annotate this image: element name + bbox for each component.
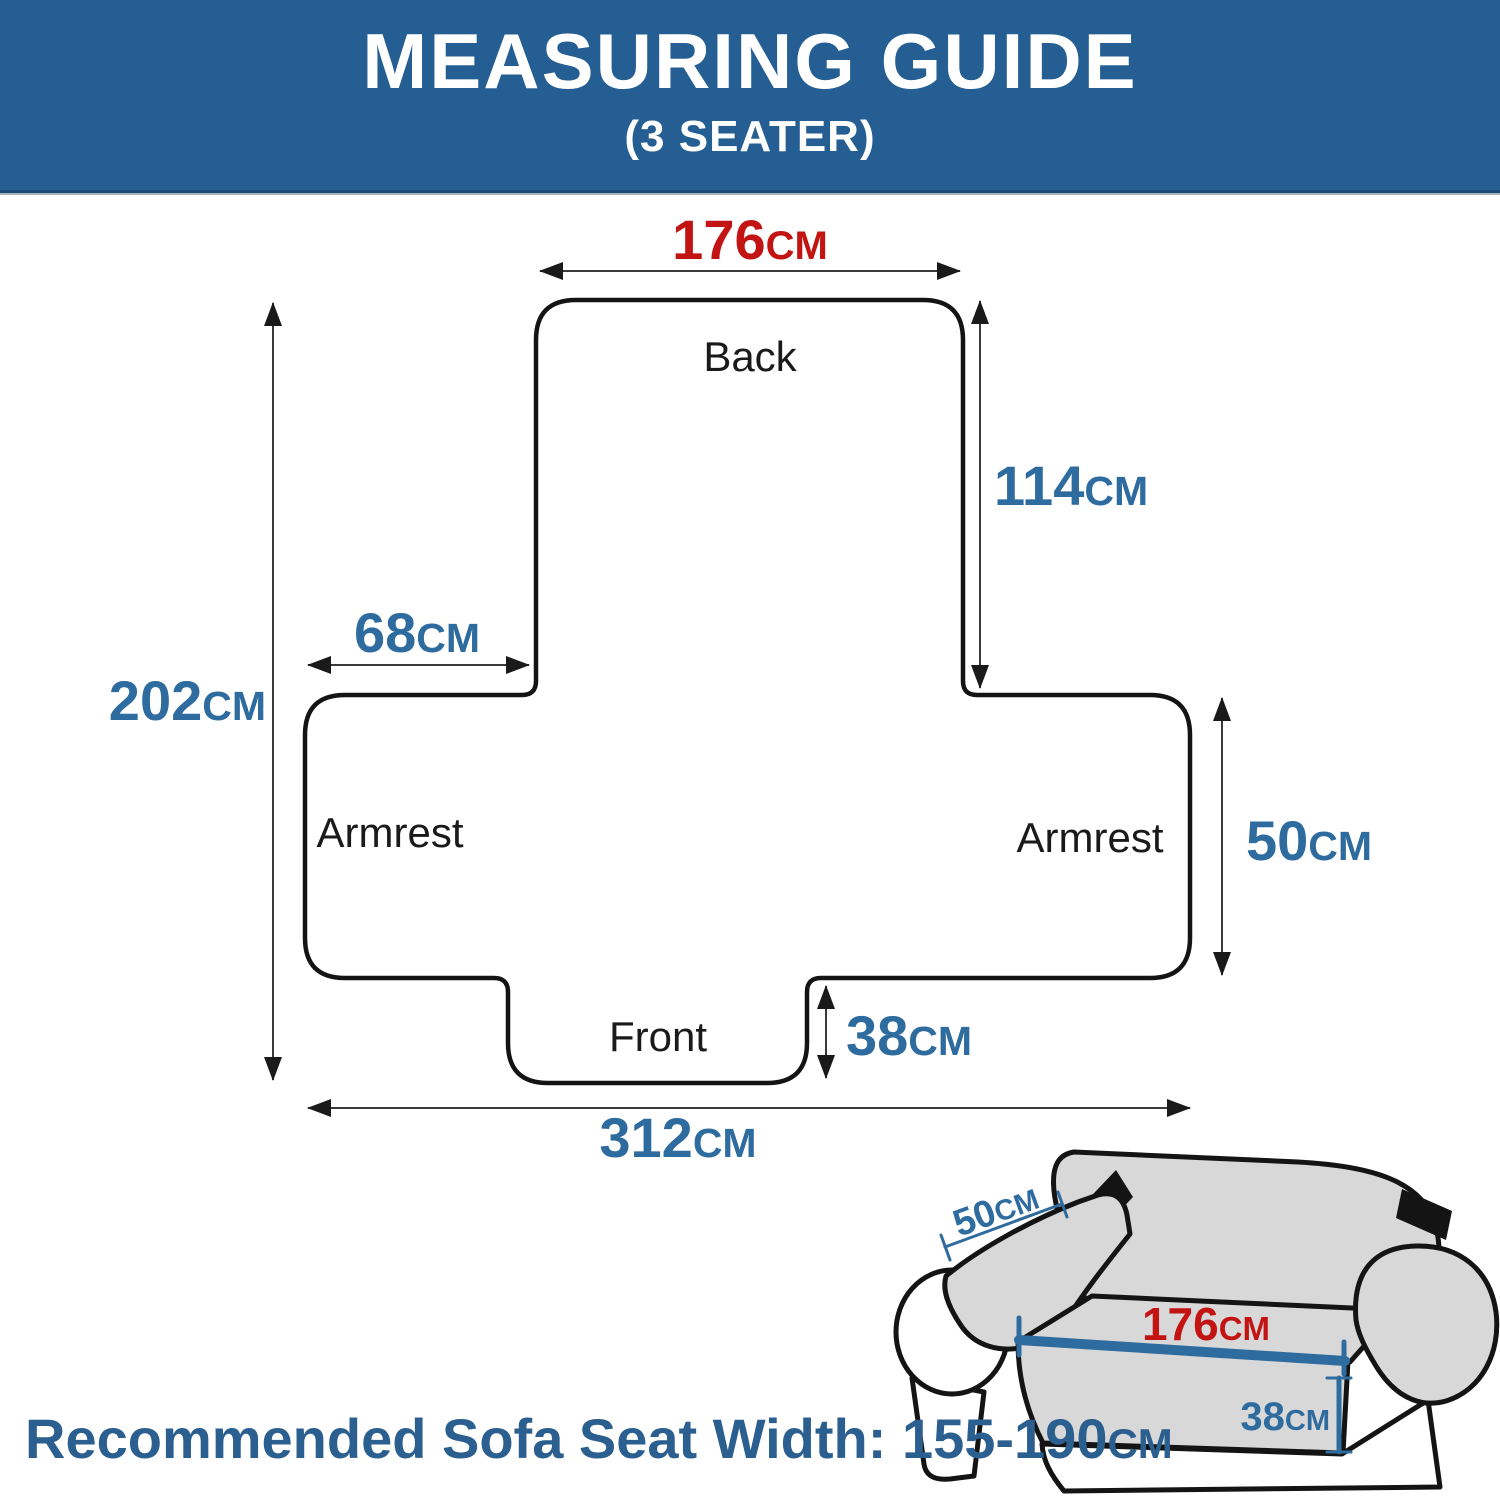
sofa-armrest-depth-unit: CM bbox=[990, 1183, 1044, 1230]
dimension-total-height bbox=[109, 303, 273, 1080]
sofa-seat-width-value: 176 bbox=[1141, 1298, 1219, 1350]
armrest-width-unit: CM bbox=[416, 615, 481, 661]
page-title: MEASURING GUIDE bbox=[362, 17, 1138, 105]
label-armrest-left: Armrest bbox=[316, 809, 464, 856]
top-width-value: 176 bbox=[672, 208, 766, 271]
front-height-unit: CM bbox=[908, 1018, 973, 1064]
label-front: Front bbox=[608, 1013, 708, 1060]
sofa-armrest-depth-value: 50 bbox=[947, 1191, 1002, 1246]
total-height-value: 202 bbox=[108, 669, 203, 732]
recommendation-unit: CM bbox=[1107, 1420, 1173, 1467]
svg-text:312CM bbox=[599, 1106, 756, 1169]
page-subtitle: (3 SEATER) bbox=[624, 112, 876, 161]
sofa-front-drop-value: 38 bbox=[1240, 1395, 1285, 1439]
label-armrest-right: Armrest bbox=[1016, 814, 1164, 861]
armrest-width-value: 68 bbox=[353, 601, 417, 664]
dimension-armrest-width bbox=[308, 601, 529, 665]
svg-text:202CM bbox=[109, 669, 266, 732]
sofa-front-drop-unit: CM bbox=[1284, 1405, 1330, 1437]
cover-outline-shape bbox=[305, 300, 1190, 1083]
sofa-seat-width-unit: CM bbox=[1218, 1310, 1271, 1347]
back-height-unit: CM bbox=[1084, 468, 1149, 514]
dimension-back-height bbox=[980, 301, 1148, 688]
front-height-value: 38 bbox=[846, 1004, 909, 1067]
svg-text:68CM bbox=[354, 601, 480, 664]
total-height-unit: CM bbox=[202, 683, 266, 729]
sofa-right-arm bbox=[1356, 1246, 1497, 1403]
recommendation-value: 155-190 bbox=[901, 1407, 1108, 1470]
svg-text:38CM bbox=[846, 1004, 972, 1067]
recommendation-label: Recommended Sofa Seat Width: bbox=[25, 1407, 902, 1470]
armrest-height-value: 50 bbox=[1246, 809, 1309, 872]
svg-text:114CM bbox=[994, 454, 1148, 517]
dimension-armrest-height bbox=[1222, 698, 1372, 975]
dimension-top-width bbox=[540, 208, 960, 271]
recommendation-text bbox=[25, 1407, 1173, 1470]
svg-text:50CM bbox=[1246, 809, 1372, 872]
back-height-value: 114 bbox=[994, 454, 1085, 517]
top-width-unit: CM bbox=[765, 224, 828, 268]
label-back: Back bbox=[703, 333, 797, 380]
svg-text:176CM bbox=[672, 208, 828, 271]
total-width-unit: CM bbox=[692, 1120, 757, 1166]
total-width-value: 312 bbox=[599, 1106, 693, 1169]
armrest-height-unit: CM bbox=[1308, 823, 1373, 869]
dimension-front-height bbox=[826, 986, 972, 1078]
